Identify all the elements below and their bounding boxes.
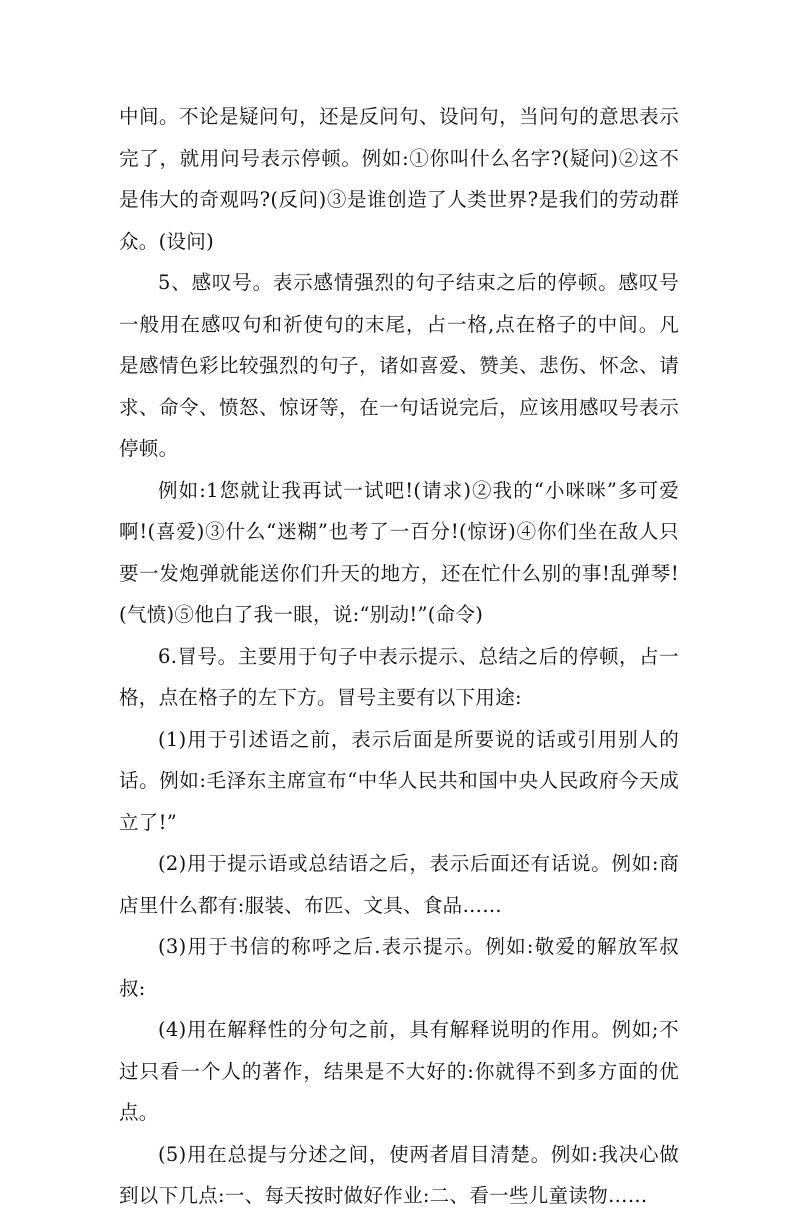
paragraph-colon-heading: 6.冒号。主要用于句子中表示提示、总结之后的停顿，占一格，点在格子的左下方。冒号主要有以下用途: — [119, 644, 679, 709]
paragraph-colon-use-2: (2)用于提示语或总结语之后，表示后面还有话说。例如:商店里什么都有:服装、布匹、文具、食品…… — [119, 852, 679, 917]
paragraph-colon-use-1: (1)用于引述语之前，表示后面是所要说的话或引用别人的话。例如:毛泽东主席宣布“中华人民共和国中央人民政府今天成立了!” — [119, 727, 679, 834]
paragraph-exclamation-examples: 例如:1您就让我再试一试吧!(请求)②我的“小咪咪”多可爱啊!(喜爱)③什么“迷糊”也考了一百分!(惊讶)④你们坐在敌人只要一发炮弹就能送你们升天的地方，还在忙什么别的事!乱弹琴!(气愤)⑤他白了我一眼，说:“别动!”(命令) — [119, 478, 679, 626]
document-page — [119, 96, 679, 1217]
paragraph-exclamation-mark: 5、感叹号。表示感情强烈的句子结束之后的停顿。感叹号一般用在感叹句和祈使句的末尾，占一格,点在格子的中间。凡是感情色彩比较强烈的句子，诸如喜爱、赞美、悲伤、怀念、请求、命令、愤怒、惊讶等，在一句话说完后，应该用感叹号表示停顿。 — [119, 271, 679, 460]
paragraph-colon-use-4: (4)用在解释性的分句之前，具有解释说明的作用。例如;不过只看一个人的著作，结果是不大好的:你就得不到多方面的优点。 — [119, 1018, 679, 1124]
paragraph-question-mark-continued: 中间。不论是疑问句，还是反问句、设问句，当问句的意思表示完了，就用问号表示停顿。例如:①你叫什么名字?(疑问)②这不是伟大的奇观吗?(反问)③是谁创造了人类世界?是我们的劳动群众。(设问) — [119, 105, 679, 253]
paragraph-colon-use-5: (5)用在总提与分述之间，使两者眉目清楚。例如:我决心做到以下几点:一、每天按时做好作业:二、看一些儿童读物…… — [119, 1142, 679, 1207]
paragraph-colon-use-3: (3)用于书信的称呼之后.表示提示。例如:敬爱的解放军叔叔: — [119, 935, 679, 1000]
